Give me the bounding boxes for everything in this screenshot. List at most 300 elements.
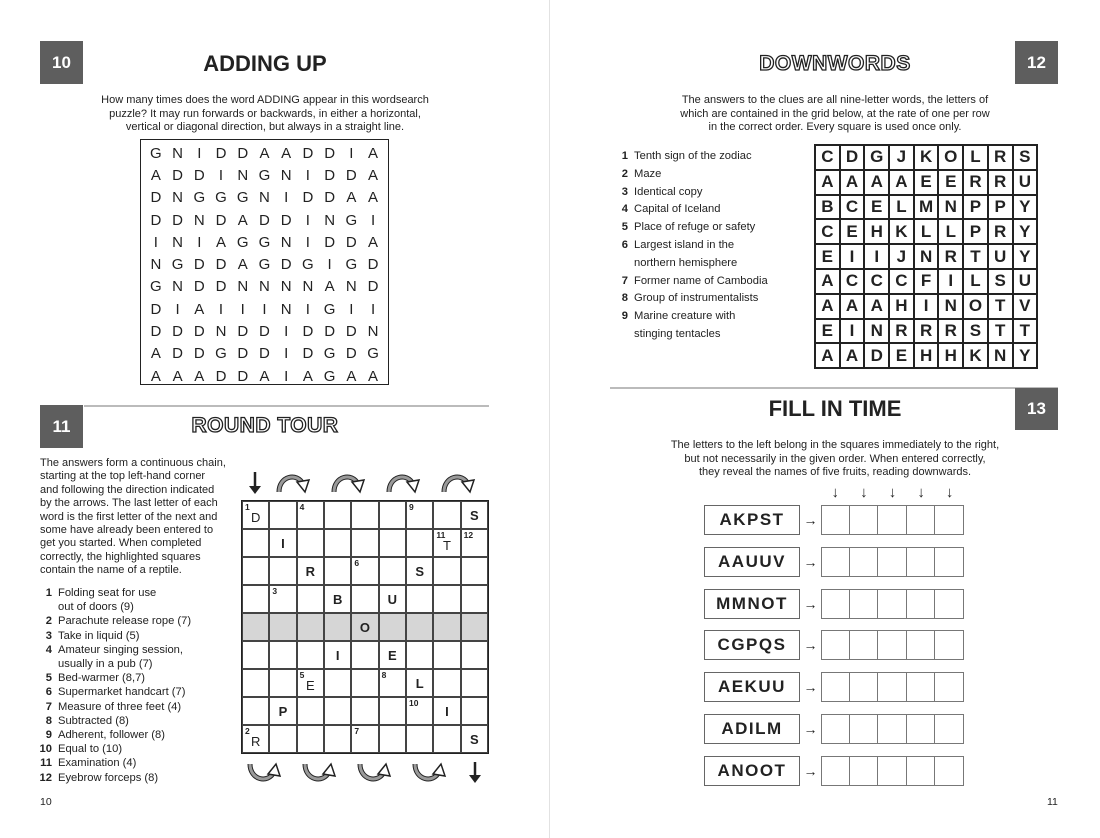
wordsearch-letter[interactable]: D: [367, 256, 379, 274]
wordsearch-letter[interactable]: G: [215, 345, 227, 363]
wordsearch-letter[interactable]: N: [302, 278, 314, 296]
answer-square[interactable]: [907, 672, 936, 702]
round-tour-cell[interactable]: [351, 501, 378, 529]
wordsearch-letter[interactable]: I: [327, 256, 332, 274]
downwords-cell[interactable]: J: [889, 145, 914, 170]
wordsearch-letter[interactable]: G: [302, 256, 314, 274]
downwords-cell[interactable]: Y: [1013, 343, 1038, 368]
downwords-cell[interactable]: H: [938, 343, 963, 368]
wordsearch-letter[interactable]: D: [345, 323, 357, 341]
answer-square[interactable]: [935, 714, 964, 744]
downwords-cell[interactable]: S: [988, 269, 1013, 294]
downwords-cell[interactable]: C: [815, 219, 840, 244]
wordsearch-letter[interactable]: D: [345, 166, 357, 184]
wordsearch-letter[interactable]: G: [258, 256, 271, 274]
downwords-cell[interactable]: L: [963, 145, 988, 170]
answer-square[interactable]: [821, 505, 850, 535]
wordsearch-letter[interactable]: I: [175, 300, 180, 318]
answer-square[interactable]: [935, 630, 964, 660]
wordsearch-letter[interactable]: D: [302, 144, 314, 162]
round-tour-cell[interactable]: [242, 613, 269, 641]
round-tour-cell[interactable]: [242, 557, 269, 585]
wordsearch-letter[interactable]: G: [345, 211, 358, 229]
round-tour-cell[interactable]: [433, 613, 460, 641]
round-tour-cell[interactable]: [324, 557, 351, 585]
downwords-cell[interactable]: A: [815, 269, 840, 294]
answer-square[interactable]: [850, 714, 879, 744]
wordsearch-letter[interactable]: G: [236, 189, 249, 207]
wordsearch-letter[interactable]: D: [150, 300, 162, 318]
round-tour-cell[interactable]: [461, 725, 488, 753]
downwords-cell[interactable]: J: [889, 244, 914, 269]
wordsearch-letter[interactable]: G: [367, 345, 379, 363]
round-tour-cell[interactable]: [406, 529, 433, 557]
downwords-cell[interactable]: P: [963, 219, 988, 244]
downwords-cell[interactable]: R: [988, 170, 1013, 195]
round-tour-cell[interactable]: [433, 641, 460, 669]
answer-square[interactable]: [821, 589, 850, 619]
wordsearch-letter[interactable]: A: [368, 367, 379, 385]
round-tour-cell[interactable]: [433, 725, 460, 753]
wordsearch-letter[interactable]: I: [284, 367, 289, 385]
wordsearch-letter[interactable]: A: [172, 367, 183, 385]
wordsearch-letter[interactable]: I: [240, 300, 245, 318]
round-tour-cell[interactable]: [406, 697, 433, 725]
wordsearch-letter[interactable]: G: [171, 256, 184, 274]
downwords-cell[interactable]: E: [938, 170, 963, 195]
downwords-cell[interactable]: C: [840, 195, 865, 220]
wordsearch-letter[interactable]: A: [324, 278, 335, 296]
answer-square[interactable]: [821, 672, 850, 702]
wordsearch-letter[interactable]: D: [193, 278, 205, 296]
wordsearch-letter[interactable]: G: [150, 278, 162, 296]
downwords-cell[interactable]: Y: [1013, 219, 1038, 244]
round-tour-cell[interactable]: [351, 529, 378, 557]
downwords-cell[interactable]: M: [914, 195, 939, 220]
round-tour-cell[interactable]: [461, 585, 488, 613]
downwords-cell[interactable]: R: [963, 170, 988, 195]
wordsearch-letter[interactable]: D: [150, 211, 162, 229]
answer-square[interactable]: [907, 714, 936, 744]
wordsearch-letter[interactable]: D: [324, 323, 336, 341]
downwords-cell[interactable]: A: [864, 294, 889, 319]
downwords-cell[interactable]: C: [864, 269, 889, 294]
wordsearch-letter[interactable]: G: [323, 345, 336, 363]
downwords-cell[interactable]: G: [864, 145, 889, 170]
wordsearch-letter[interactable]: D: [215, 211, 227, 229]
wordsearch-letter[interactable]: D: [237, 323, 249, 341]
round-tour-cell[interactable]: [269, 697, 296, 725]
downwords-cell[interactable]: D: [864, 343, 889, 368]
wordsearch-letter[interactable]: D: [345, 233, 357, 251]
answer-square[interactable]: [935, 589, 964, 619]
answer-square[interactable]: [878, 714, 907, 744]
wordsearch-letter[interactable]: D: [193, 166, 205, 184]
round-tour-cell[interactable]: [269, 529, 296, 557]
answer-square[interactable]: [850, 672, 879, 702]
wordsearch-letter[interactable]: A: [150, 367, 161, 385]
downwords-cell[interactable]: P: [988, 195, 1013, 220]
downwords-cell[interactable]: K: [914, 145, 939, 170]
answer-square[interactable]: [935, 756, 964, 786]
wordsearch-letter[interactable]: G: [323, 300, 336, 318]
wordsearch-letter[interactable]: A: [194, 300, 205, 318]
wordsearch-letter[interactable]: N: [280, 166, 292, 184]
wordsearch-letter[interactable]: A: [259, 367, 270, 385]
round-tour-cell[interactable]: [324, 613, 351, 641]
downwords-cell[interactable]: V: [1013, 294, 1038, 319]
answer-square[interactable]: [878, 505, 907, 535]
round-tour-cell[interactable]: [242, 669, 269, 697]
round-tour-cell[interactable]: [379, 725, 406, 753]
wordsearch-letter[interactable]: I: [349, 300, 354, 318]
round-tour-cell[interactable]: [324, 529, 351, 557]
round-tour-cell[interactable]: [406, 501, 433, 529]
downwords-cell[interactable]: L: [914, 219, 939, 244]
round-tour-cell[interactable]: [433, 501, 460, 529]
downwords-cell[interactable]: E: [914, 170, 939, 195]
round-tour-cell[interactable]: [379, 585, 406, 613]
wordsearch-letter[interactable]: A: [346, 367, 357, 385]
round-tour-cell[interactable]: [242, 501, 269, 529]
downwords-cell[interactable]: O: [963, 294, 988, 319]
wordsearch-letter[interactable]: D: [172, 166, 183, 184]
round-tour-cell[interactable]: [351, 641, 378, 669]
downwords-cell[interactable]: C: [889, 269, 914, 294]
downwords-cell[interactable]: L: [938, 219, 963, 244]
wordsearch-letter[interactable]: D: [172, 323, 183, 341]
downwords-cell[interactable]: I: [864, 244, 889, 269]
answer-square[interactable]: [850, 547, 879, 577]
wordsearch-letter[interactable]: N: [172, 189, 183, 207]
downwords-cell[interactable]: U: [988, 244, 1013, 269]
downwords-cell[interactable]: S: [963, 319, 988, 344]
downwords-cell[interactable]: R: [988, 145, 1013, 170]
round-tour-cell[interactable]: [242, 641, 269, 669]
wordsearch-letter[interactable]: D: [215, 256, 227, 274]
round-tour-cell[interactable]: [351, 613, 378, 641]
wordsearch-letter[interactable]: D: [280, 211, 292, 229]
answer-square[interactable]: [878, 547, 907, 577]
wordsearch-letter[interactable]: N: [172, 278, 183, 296]
round-tour-cell[interactable]: [297, 641, 324, 669]
wordsearch-letter[interactable]: N: [280, 278, 292, 296]
wordsearch-letter[interactable]: N: [324, 211, 336, 229]
downwords-cell[interactable]: L: [963, 269, 988, 294]
round-tour-cell[interactable]: [433, 697, 460, 725]
round-tour-cell[interactable]: [297, 501, 324, 529]
wordsearch-letter[interactable]: A: [259, 144, 270, 162]
round-tour-cell[interactable]: [324, 669, 351, 697]
round-tour-cell[interactable]: [269, 669, 296, 697]
wordsearch-letter[interactable]: N: [172, 144, 183, 162]
downwords-cell[interactable]: T: [988, 319, 1013, 344]
round-tour-cell[interactable]: [461, 669, 488, 697]
wordsearch-letter[interactable]: N: [259, 278, 270, 296]
wordsearch-letter[interactable]: N: [237, 166, 249, 184]
round-tour-cell[interactable]: [433, 529, 460, 557]
downwords-cell[interactable]: B: [815, 195, 840, 220]
wordsearch-letter[interactable]: A: [237, 256, 248, 274]
wordsearch-letter[interactable]: A: [194, 367, 205, 385]
round-tour-cell[interactable]: [242, 725, 269, 753]
downwords-cell[interactable]: N: [864, 319, 889, 344]
downwords-cell[interactable]: L: [889, 195, 914, 220]
downwords-cell[interactable]: N: [988, 343, 1013, 368]
round-tour-cell[interactable]: [242, 529, 269, 557]
downwords-cell[interactable]: N: [938, 195, 963, 220]
wordsearch-letter[interactable]: I: [218, 300, 224, 318]
wordsearch-letter[interactable]: A: [237, 211, 248, 229]
downwords-cell[interactable]: O: [938, 145, 963, 170]
answer-square[interactable]: [821, 630, 850, 660]
answer-square[interactable]: [907, 505, 936, 535]
downwords-cell[interactable]: T: [1013, 319, 1038, 344]
wordsearch-letter[interactable]: I: [370, 300, 376, 318]
wordsearch-letter[interactable]: N: [172, 233, 183, 251]
downwords-cell[interactable]: H: [889, 294, 914, 319]
downwords-cell[interactable]: A: [840, 343, 865, 368]
round-tour-cell[interactable]: [461, 529, 488, 557]
downwords-cell[interactable]: A: [840, 294, 865, 319]
downwords-cell[interactable]: R: [938, 319, 963, 344]
round-tour-cell[interactable]: [406, 585, 433, 613]
wordsearch-letter[interactable]: D: [172, 345, 183, 363]
wordsearch-letter[interactable]: G: [150, 144, 162, 162]
wordsearch-letter[interactable]: D: [259, 323, 270, 341]
wordsearch-letter[interactable]: D: [259, 211, 270, 229]
wordsearch-letter[interactable]: A: [368, 189, 379, 207]
answer-square[interactable]: [821, 714, 850, 744]
answer-square[interactable]: [878, 756, 907, 786]
wordsearch-letter[interactable]: D: [193, 345, 205, 363]
answer-square[interactable]: [878, 589, 907, 619]
wordsearch-letter[interactable]: I: [349, 144, 354, 162]
wordsearch-letter[interactable]: G: [236, 233, 249, 251]
round-tour-cell[interactable]: [297, 613, 324, 641]
round-tour-cell[interactable]: [461, 613, 488, 641]
downwords-cell[interactable]: E: [840, 219, 865, 244]
wordsearch-letter[interactable]: D: [324, 144, 336, 162]
downwords-cell[interactable]: I: [914, 294, 939, 319]
round-tour-cell[interactable]: [351, 669, 378, 697]
round-tour-cell[interactable]: [379, 529, 406, 557]
wordsearch-letter[interactable]: D: [324, 233, 336, 251]
wordsearch-letter[interactable]: N: [367, 323, 379, 341]
wordsearch-letter[interactable]: D: [302, 323, 314, 341]
wordsearch-letter[interactable]: N: [215, 323, 227, 341]
wordsearch-letter[interactable]: I: [305, 300, 310, 318]
downwords-cell[interactable]: Y: [1013, 244, 1038, 269]
downwords-cell[interactable]: N: [938, 294, 963, 319]
downwords-cell[interactable]: T: [988, 294, 1013, 319]
wordsearch-letter[interactable]: A: [216, 233, 227, 251]
round-tour-cell[interactable]: [406, 725, 433, 753]
round-tour-cell[interactable]: [351, 697, 378, 725]
downwords-cell[interactable]: A: [864, 170, 889, 195]
downwords-cell[interactable]: E: [815, 319, 840, 344]
downwords-cell[interactable]: K: [889, 219, 914, 244]
round-tour-cell[interactable]: [433, 669, 460, 697]
round-tour-cell[interactable]: [461, 557, 488, 585]
wordsearch-letter[interactable]: D: [150, 323, 162, 341]
round-tour-cell[interactable]: [297, 697, 324, 725]
round-tour-cell[interactable]: [269, 641, 296, 669]
downwords-cell[interactable]: U: [1013, 170, 1038, 195]
round-tour-cell[interactable]: [269, 501, 296, 529]
downwords-cell[interactable]: F: [914, 269, 939, 294]
answer-square[interactable]: [821, 756, 850, 786]
wordsearch-letter[interactable]: A: [346, 189, 357, 207]
round-tour-cell[interactable]: [351, 725, 378, 753]
round-tour-cell[interactable]: [406, 613, 433, 641]
downwords-cell[interactable]: H: [864, 219, 889, 244]
wordsearch-letter[interactable]: A: [150, 166, 161, 184]
wordsearch-letter[interactable]: N: [237, 278, 249, 296]
downwords-cell[interactable]: N: [914, 244, 939, 269]
answer-square[interactable]: [935, 547, 964, 577]
downwords-cell[interactable]: Y: [1013, 195, 1038, 220]
wordsearch-letter[interactable]: I: [153, 233, 158, 251]
round-tour-cell[interactable]: [433, 585, 460, 613]
wordsearch-letter[interactable]: I: [218, 166, 224, 184]
wordsearch-letter[interactable]: D: [237, 144, 249, 162]
round-tour-cell[interactable]: [297, 725, 324, 753]
answer-square[interactable]: [850, 589, 879, 619]
round-tour-cell[interactable]: [433, 557, 460, 585]
wordsearch-letter[interactable]: D: [302, 345, 314, 363]
round-tour-cell[interactable]: [269, 585, 296, 613]
wordsearch-letter[interactable]: N: [280, 233, 292, 251]
wordsearch-letter[interactable]: G: [323, 367, 336, 385]
wordsearch-letter[interactable]: D: [345, 345, 357, 363]
round-tour-cell[interactable]: [406, 557, 433, 585]
downwords-cell[interactable]: R: [889, 319, 914, 344]
round-tour-cell[interactable]: [324, 697, 351, 725]
answer-square[interactable]: [907, 630, 936, 660]
wordsearch-letter[interactable]: A: [368, 144, 379, 162]
downwords-cell[interactable]: T: [963, 244, 988, 269]
wordsearch-letter[interactable]: D: [324, 166, 336, 184]
downwords-cell[interactable]: U: [1013, 269, 1038, 294]
wordsearch-letter[interactable]: D: [367, 278, 379, 296]
answer-square[interactable]: [878, 630, 907, 660]
answer-square[interactable]: [907, 756, 936, 786]
downwords-cell[interactable]: E: [864, 195, 889, 220]
wordsearch-letter[interactable]: D: [237, 367, 249, 385]
round-tour-cell[interactable]: [297, 669, 324, 697]
wordsearch-letter[interactable]: D: [215, 367, 227, 385]
wordsearch-letter[interactable]: I: [284, 345, 289, 363]
answer-square[interactable]: [935, 505, 964, 535]
downwords-cell[interactable]: I: [840, 244, 865, 269]
wordsearch-letter[interactable]: I: [197, 233, 202, 251]
wordsearch-letter[interactable]: N: [193, 211, 205, 229]
downwords-cell[interactable]: R: [914, 319, 939, 344]
downwords-cell[interactable]: I: [840, 319, 865, 344]
wordsearch-letter[interactable]: I: [305, 166, 310, 184]
round-tour-cell[interactable]: [297, 557, 324, 585]
wordsearch-letter[interactable]: N: [345, 278, 357, 296]
answer-square[interactable]: [821, 547, 850, 577]
round-tour-cell[interactable]: [324, 501, 351, 529]
answer-square[interactable]: [850, 505, 879, 535]
wordsearch-letter[interactable]: G: [215, 189, 227, 207]
wordsearch-letter[interactable]: D: [172, 211, 183, 229]
wordsearch-letter[interactable]: D: [237, 345, 249, 363]
wordsearch-letter[interactable]: I: [305, 233, 310, 251]
round-tour-cell[interactable]: [324, 585, 351, 613]
round-tour-cell[interactable]: [297, 585, 324, 613]
wordsearch-letter[interactable]: A: [302, 367, 313, 385]
downwords-cell[interactable]: A: [889, 170, 914, 195]
downwords-cell[interactable]: P: [963, 195, 988, 220]
downwords-cell[interactable]: I: [938, 269, 963, 294]
downwords-cell[interactable]: A: [815, 170, 840, 195]
wordsearch-letter[interactable]: D: [193, 323, 205, 341]
answer-square[interactable]: [850, 630, 879, 660]
round-tour-cell[interactable]: [379, 697, 406, 725]
round-tour-cell[interactable]: [324, 725, 351, 753]
downwords-cell[interactable]: C: [840, 269, 865, 294]
downwords-cell[interactable]: A: [815, 294, 840, 319]
downwords-cell[interactable]: E: [815, 244, 840, 269]
wordsearch-letter[interactable]: D: [324, 189, 336, 207]
round-tour-cell[interactable]: [379, 669, 406, 697]
answer-square[interactable]: [907, 589, 936, 619]
answer-square[interactable]: [907, 547, 936, 577]
downwords-cell[interactable]: K: [963, 343, 988, 368]
wordsearch-letter[interactable]: D: [280, 256, 292, 274]
wordsearch-letter[interactable]: D: [215, 144, 227, 162]
downwords-cell[interactable]: C: [815, 145, 840, 170]
round-tour-cell[interactable]: [269, 557, 296, 585]
round-tour-cell[interactable]: [379, 557, 406, 585]
wordsearch-letter[interactable]: N: [259, 189, 270, 207]
round-tour-cell[interactable]: [297, 529, 324, 557]
wordsearch-letter[interactable]: I: [262, 300, 267, 318]
wordsearch-letter[interactable]: N: [280, 300, 292, 318]
downwords-cell[interactable]: R: [938, 244, 963, 269]
downwords-cell[interactable]: R: [988, 219, 1013, 244]
downwords-cell[interactable]: E: [889, 343, 914, 368]
wordsearch-letter[interactable]: D: [259, 345, 270, 363]
round-tour-cell[interactable]: [351, 585, 378, 613]
round-tour-cell[interactable]: [379, 501, 406, 529]
round-tour-cell[interactable]: [269, 613, 296, 641]
round-tour-cell[interactable]: [461, 501, 488, 529]
round-tour-cell[interactable]: [242, 697, 269, 725]
round-tour-cell[interactable]: [379, 613, 406, 641]
wordsearch-letter[interactable]: D: [302, 189, 314, 207]
downwords-cell[interactable]: S: [1013, 145, 1038, 170]
downwords-cell[interactable]: A: [840, 170, 865, 195]
downwords-cell[interactable]: A: [815, 343, 840, 368]
wordsearch-letter[interactable]: D: [193, 256, 205, 274]
round-tour-cell[interactable]: [406, 669, 433, 697]
wordsearch-letter[interactable]: A: [368, 233, 379, 251]
wordsearch-letter[interactable]: D: [150, 189, 162, 207]
wordsearch-letter[interactable]: D: [215, 278, 227, 296]
downwords-cell[interactable]: D: [840, 145, 865, 170]
round-tour-cell[interactable]: [324, 641, 351, 669]
round-tour-cell[interactable]: [461, 641, 488, 669]
round-tour-cell[interactable]: [379, 641, 406, 669]
downwords-cell[interactable]: H: [914, 343, 939, 368]
wordsearch-letter[interactable]: G: [345, 256, 358, 274]
wordsearch-letter[interactable]: A: [281, 144, 292, 162]
round-tour-cell[interactable]: [461, 697, 488, 725]
